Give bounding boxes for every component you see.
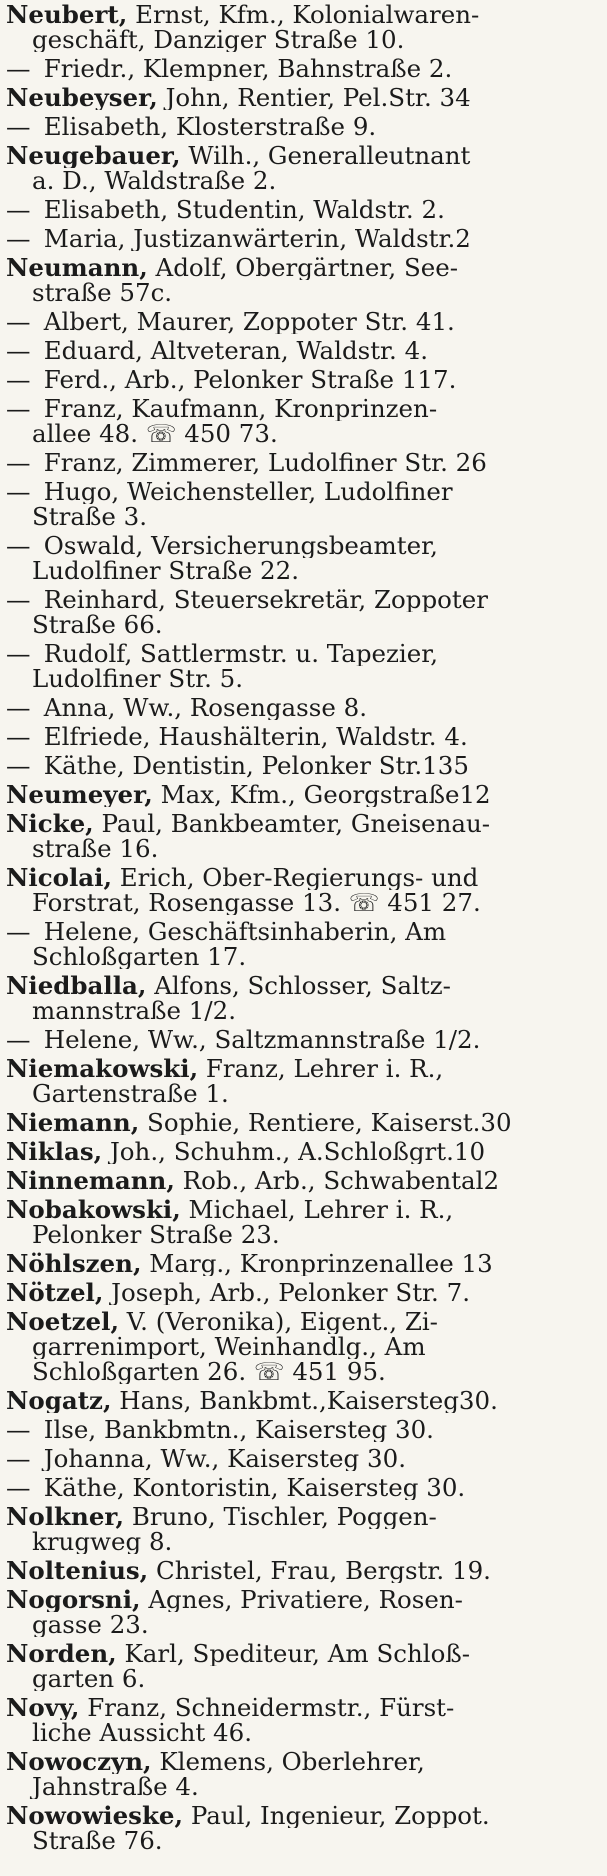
entry-continuation-line <box>6 504 601 529</box>
entry-first-line <box>6 1197 601 1222</box>
directory-entry <box>6 1504 601 1554</box>
directory-entry <box>6 197 601 222</box>
entry-continuation-line <box>6 421 601 446</box>
entry-text: Rob., Arb., Schwabental2 <box>174 1168 500 1193</box>
entry-first-line <box>6 1504 601 1529</box>
repeat-dash: — <box>6 338 31 363</box>
directory-entry <box>6 450 601 475</box>
entry-text: Marg., Kronprinzenallee 13 <box>141 1251 493 1276</box>
entry-continuation-line <box>6 836 601 861</box>
repeat-dash: — <box>6 1417 31 1442</box>
entry-first-line <box>6 450 601 475</box>
repeat-dash: — <box>6 367 31 392</box>
entry-continuation-line <box>6 666 601 691</box>
directory-entry <box>6 1027 601 1052</box>
repeat-dash: — <box>6 695 31 720</box>
entry-continuation-line <box>6 1081 601 1106</box>
directory-entry <box>6 1139 601 1164</box>
surname: Neubeyser, <box>6 85 158 110</box>
surname: Nowowieske, <box>6 1803 184 1828</box>
entry-first-line <box>6 695 601 720</box>
entry-first-line <box>6 1558 601 1583</box>
directory-entry <box>6 226 601 251</box>
repeat-dash: — <box>6 641 31 666</box>
entry-text: Straße 66. <box>32 612 163 637</box>
entry-text: Maria, Justizanwärterin, Waldstr.2 <box>36 226 471 251</box>
entry-first-line <box>6 309 601 334</box>
entry-text: Michael, Lehrer i. R., <box>180 1197 454 1222</box>
surname: Nötzel, <box>6 1280 104 1305</box>
directory-entry <box>6 724 601 749</box>
entry-continuation-line <box>6 1529 601 1554</box>
entry-text: Eduard, Altveteran, Waldstr. 4. <box>36 338 429 363</box>
entry-text: Klemens, Oberlehrer, <box>151 1749 425 1774</box>
entry-first-line <box>6 114 601 139</box>
repeat-dash: — <box>6 56 31 81</box>
entry-first-line <box>6 85 601 110</box>
entry-text: Agnes, Privatiere, Rosen- <box>140 1587 463 1612</box>
entry-first-line <box>6 724 601 749</box>
entry-first-line <box>6 479 601 504</box>
entry-text: straße 16. <box>32 836 159 861</box>
repeat-dash: — <box>6 724 31 749</box>
directory-entry <box>6 641 601 691</box>
entry-text: Wilh., Generalleutnant <box>180 143 471 168</box>
directory-entry <box>6 1749 601 1799</box>
entry-first-line <box>6 56 601 81</box>
entry-first-line <box>6 338 601 363</box>
entry-first-line <box>6 1641 601 1666</box>
entry-first-line <box>6 1168 601 1193</box>
entry-text: geschäft, Danziger Straße 10. <box>32 27 405 52</box>
entry-text: John, Rentier, Pel.Str. 34 <box>157 85 471 110</box>
surname: Norden, <box>6 1641 117 1666</box>
directory-column <box>6 2 601 1853</box>
entry-first-line <box>6 197 601 222</box>
entry-first-line <box>6 1417 601 1442</box>
directory-entry <box>6 533 601 583</box>
repeat-dash: — <box>6 396 31 421</box>
entry-text: Hugo, Weichensteller, Ludolfiner <box>36 479 453 504</box>
entry-first-line <box>6 1027 601 1052</box>
entry-text: Anna, Ww., Rosengasse 8. <box>36 695 367 720</box>
entry-text: Bruno, Tischler, Poggen- <box>124 1504 437 1529</box>
entry-text: Sophie, Rentiere, Kaiserst.30 <box>139 1110 512 1135</box>
entry-first-line <box>6 2 601 27</box>
directory-entry <box>6 1587 601 1637</box>
entry-continuation-line <box>6 27 601 52</box>
entry-text: mannstraße 1/2. <box>32 998 237 1023</box>
repeat-dash: — <box>6 1475 31 1500</box>
entry-text: Christel, Frau, Bergstr. 19. <box>148 1558 491 1583</box>
entry-continuation-line <box>6 168 601 193</box>
directory-entry <box>6 1388 601 1413</box>
entry-text: Franz, Zimmerer, Ludolfiner Str. 26 <box>36 450 487 475</box>
entry-first-line <box>6 1587 601 1612</box>
entry-first-line <box>6 1056 601 1081</box>
entry-continuation-line <box>6 558 601 583</box>
entry-first-line <box>6 1446 601 1471</box>
directory-entry <box>6 56 601 81</box>
entry-continuation-line <box>6 1359 601 1384</box>
directory-entry <box>6 367 601 392</box>
surname: Nolkner, <box>6 1504 125 1529</box>
surname: Neubert, <box>6 2 128 27</box>
directory-entry <box>6 1309 601 1384</box>
repeat-dash: — <box>6 197 31 222</box>
surname: Niklas, <box>6 1139 103 1164</box>
entry-continuation-line <box>6 1334 601 1359</box>
entry-text: Forstrat, Rosengasse 13. ☏ 451 27. <box>32 890 481 915</box>
repeat-dash: — <box>6 114 31 139</box>
repeat-dash: — <box>6 226 31 251</box>
repeat-dash: — <box>6 753 31 778</box>
entry-text: Ludolfiner Str. 5. <box>32 666 244 691</box>
entry-text: Elisabeth, Klosterstraße 9. <box>36 114 377 139</box>
entry-continuation-line <box>6 1666 601 1691</box>
entry-continuation-line <box>6 1720 601 1745</box>
entry-text: allee 48. ☏ 450 73. <box>32 421 278 446</box>
entry-text: Franz, Schneidermstr., Fürst- <box>79 1695 455 1720</box>
entry-first-line <box>6 587 601 612</box>
entry-first-line <box>6 1110 601 1135</box>
entry-text: Alfons, Schlosser, Saltz- <box>146 973 451 998</box>
directory-entry <box>6 782 601 807</box>
entry-first-line <box>6 533 601 558</box>
directory-entry <box>6 479 601 529</box>
entry-text: Joseph, Arb., Pelonker Str. 7. <box>103 1280 471 1305</box>
directory-entry <box>6 114 601 139</box>
directory-entry <box>6 865 601 915</box>
directory-entry <box>6 143 601 193</box>
entry-text: Karl, Spediteur, Am Schloß- <box>116 1641 470 1666</box>
entry-first-line <box>6 753 601 778</box>
repeat-dash: — <box>6 919 31 944</box>
entry-continuation-line <box>6 944 601 969</box>
entry-text: Helene, Geschäftsinhaberin, Am <box>36 919 447 944</box>
entry-text: Erich, Ober-Regierungs- und <box>111 865 479 890</box>
entry-text: Reinhard, Steuersekretär, Zoppoter <box>36 587 488 612</box>
entry-text: Ludolfiner Straße 22. <box>32 558 299 583</box>
entry-first-line <box>6 1251 601 1276</box>
directory-entry <box>6 753 601 778</box>
directory-entry <box>6 1110 601 1135</box>
surname: Neumeyer, <box>6 782 153 807</box>
directory-entry <box>6 309 601 334</box>
entry-text: Friedr., Klempner, Bahnstraße 2. <box>36 56 453 81</box>
repeat-dash: — <box>6 450 31 475</box>
entry-continuation-line <box>6 890 601 915</box>
entry-first-line <box>6 367 601 392</box>
entry-text: Ilse, Bankbmtn., Kaisersteg 30. <box>36 1417 434 1442</box>
directory-entry <box>6 1168 601 1193</box>
entry-first-line <box>6 1139 601 1164</box>
entry-first-line <box>6 226 601 251</box>
entry-first-line <box>6 782 601 807</box>
entry-first-line <box>6 919 601 944</box>
directory-entry <box>6 1446 601 1471</box>
entry-continuation-line <box>6 1774 601 1799</box>
entry-text: Elisabeth, Studentin, Waldstr. 2. <box>36 197 445 222</box>
entry-text: krugweg 8. <box>32 1529 173 1554</box>
surname: Nogorsni, <box>6 1587 141 1612</box>
entry-text: Ernst, Kfm., Kolonialwaren- <box>127 2 480 27</box>
entry-text: Hans, Bankbmt.,Kaisersteg30. <box>111 1388 498 1413</box>
directory-entry <box>6 1251 601 1276</box>
entry-text: Schloßgarten 26. ☏ 451 95. <box>32 1359 386 1384</box>
entry-text: Paul, Ingenieur, Zoppot. <box>183 1803 490 1828</box>
entry-text: Jahnstraße 4. <box>32 1774 199 1799</box>
entry-first-line <box>6 1749 601 1774</box>
surname: Neugebauer, <box>6 143 181 168</box>
surname: Noetzel, <box>6 1309 119 1334</box>
entry-text: Joh., Schuhm., A.Schloßgrt.10 <box>102 1139 486 1164</box>
surname: Noltenius, <box>6 1558 149 1583</box>
entry-text: Franz, Lehrer i. R., <box>198 1056 444 1081</box>
directory-entry <box>6 1695 601 1745</box>
entry-text: gasse 23. <box>32 1612 149 1637</box>
entry-text: V. (Veronika), Eigent., Zi- <box>118 1309 438 1334</box>
entry-text: Johanna, Ww., Kaisersteg 30. <box>36 1446 406 1471</box>
entry-first-line <box>6 641 601 666</box>
surname: Novy, <box>6 1695 80 1720</box>
entry-text: Pelonker Straße 23. <box>32 1222 280 1247</box>
surname: Ninnemann, <box>6 1168 175 1193</box>
entry-text: Gartenstraße 1. <box>32 1081 229 1106</box>
entry-text: garrenimport, Weinhandlg., Am <box>32 1334 426 1359</box>
entry-text: Max, Kfm., Georgstraße12 <box>152 782 491 807</box>
surname: Nowoczyn, <box>6 1749 152 1774</box>
surname: Nicke, <box>6 811 94 836</box>
surname: Niemakowski, <box>6 1056 199 1081</box>
entry-first-line <box>6 1280 601 1305</box>
entry-text: Käthe, Dentistin, Pelonker Str.135 <box>36 753 469 778</box>
entry-text: Käthe, Kontoristin, Kaisersteg 30. <box>36 1475 466 1500</box>
directory-entry <box>6 695 601 720</box>
entry-first-line <box>6 1388 601 1413</box>
entry-text: Oswald, Versicherungsbeamter, <box>36 533 438 558</box>
entry-text: Adolf, Obergärtner, See- <box>147 255 459 280</box>
entry-continuation-line <box>6 1828 601 1853</box>
entry-text: garten 6. <box>32 1666 146 1691</box>
repeat-dash: — <box>6 1446 31 1471</box>
directory-entry <box>6 1475 601 1500</box>
entry-first-line <box>6 865 601 890</box>
entry-text: Schloßgarten 17. <box>32 944 247 969</box>
directory-entry <box>6 1641 601 1691</box>
entry-first-line <box>6 396 601 421</box>
entry-text: Elfriede, Haushälterin, Waldstr. 4. <box>36 724 468 749</box>
directory-entry <box>6 973 601 1023</box>
surname: Niemann, <box>6 1110 140 1135</box>
entry-first-line <box>6 973 601 998</box>
directory-entry <box>6 1197 601 1247</box>
surname: Niedballa, <box>6 973 147 998</box>
repeat-dash: — <box>6 309 31 334</box>
surname: Neumann, <box>6 255 148 280</box>
entry-first-line <box>6 811 601 836</box>
directory-entry <box>6 1417 601 1442</box>
repeat-dash: — <box>6 533 31 558</box>
entry-continuation-line <box>6 612 601 637</box>
repeat-dash: — <box>6 587 31 612</box>
directory-entry <box>6 919 601 969</box>
directory-entry <box>6 811 601 861</box>
directory-entry <box>6 1803 601 1853</box>
directory-entry <box>6 1558 601 1583</box>
entry-text: Albert, Maurer, Zoppoter Str. 41. <box>36 309 455 334</box>
surname: Nöhlszen, <box>6 1251 142 1276</box>
entry-text: Straße 76. <box>32 1828 163 1853</box>
directory-entry <box>6 2 601 52</box>
entry-text: Rudolf, Sattlermstr. u. Tapezier, <box>36 641 439 666</box>
directory-entry <box>6 255 601 305</box>
entry-continuation-line <box>6 280 601 305</box>
directory-entry <box>6 1280 601 1305</box>
surname: Nicolai, <box>6 865 112 890</box>
directory-entry <box>6 338 601 363</box>
entry-first-line <box>6 143 601 168</box>
entry-text: a. D., Waldstraße 2. <box>32 168 277 193</box>
entry-text: Straße 3. <box>32 504 147 529</box>
directory-entry <box>6 587 601 637</box>
directory-entry <box>6 1056 601 1106</box>
entry-text: Ferd., Arb., Pelonker Straße 117. <box>36 367 457 392</box>
entry-first-line <box>6 255 601 280</box>
repeat-dash: — <box>6 1027 31 1052</box>
entry-text: liche Aussicht 46. <box>32 1720 253 1745</box>
entry-text: Helene, Ww., Saltzmannstraße 1/2. <box>36 1027 481 1052</box>
entry-text: Franz, Kaufmann, Kronprinzen- <box>36 396 438 421</box>
entry-first-line <box>6 1803 601 1828</box>
repeat-dash: — <box>6 479 31 504</box>
directory-entry <box>6 85 601 110</box>
entry-first-line <box>6 1309 601 1334</box>
entry-continuation-line <box>6 998 601 1023</box>
entry-text: Paul, Bankbeamter, Gneisenau- <box>93 811 491 836</box>
surname: Nogatz, <box>6 1388 112 1413</box>
entry-first-line <box>6 1475 601 1500</box>
entry-continuation-line <box>6 1612 601 1637</box>
entry-continuation-line <box>6 1222 601 1247</box>
surname: Nobakowski, <box>6 1197 181 1222</box>
entry-first-line <box>6 1695 601 1720</box>
entry-text: straße 57c. <box>32 280 173 305</box>
directory-entry <box>6 396 601 446</box>
